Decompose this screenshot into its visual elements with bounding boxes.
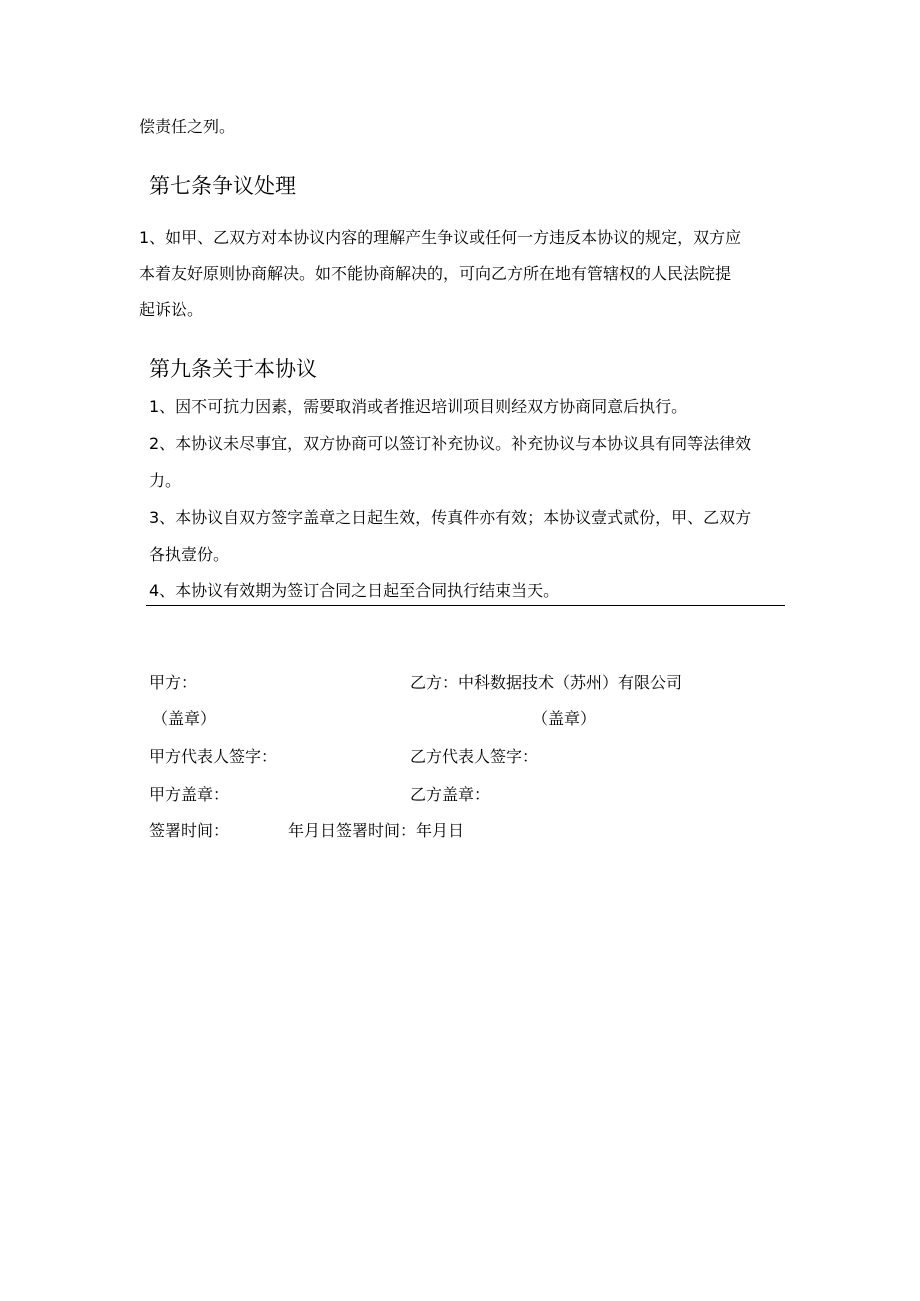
section7-para1-line3: 起诉讼。 bbox=[139, 300, 204, 319]
section9-heading: 第九条关于本协议 bbox=[149, 357, 317, 381]
continuation-text: 偿责任之列。 bbox=[139, 117, 236, 136]
section-divider bbox=[146, 605, 785, 606]
section9-item3-line1: 3、本协议自双方签字盖章之日起生效，传真件亦有效；本协议壹式贰份，甲、乙双方 bbox=[149, 508, 752, 527]
party-a-stamp: 甲方盖章： bbox=[149, 785, 230, 804]
section7-para1-line2: 本着友好原则协商解决。如不能协商解决的，可向乙方所在地有管辖权的人民法院提 bbox=[139, 264, 732, 283]
section9-item3-line2: 各执壹份。 bbox=[149, 545, 230, 564]
party-b-seal: （盖章） bbox=[532, 709, 597, 728]
section7-heading: 第七条争议处理 bbox=[149, 174, 296, 198]
date-a-label: 签署时间： bbox=[149, 821, 230, 840]
party-b-label: 乙方：中科数据技术（苏州）有限公司 bbox=[410, 673, 683, 692]
party-a-label: 甲方： bbox=[149, 673, 198, 692]
section9-item2-line1: 2、本协议未尽事宜，双方协商可以签订补充协议。补充协议与本协议具有同等法律效 bbox=[149, 434, 752, 453]
section9-item4: 4、本协议有效期为签订合同之日起至合同执行结束当天。 bbox=[149, 581, 560, 600]
party-b-rep-signature: 乙方代表人签字： bbox=[410, 747, 539, 766]
party-a-seal: （盖章） bbox=[152, 709, 217, 728]
date-b-combined: 年月日签署时间：年月日 bbox=[288, 821, 465, 840]
party-a-rep-signature: 甲方代表人签字： bbox=[149, 747, 278, 766]
section7-para1-line1: 1、如甲、乙双方对本协议内容的理解产生争议或任何一方违反本协议的规定，双方应 bbox=[139, 228, 742, 247]
party-b-stamp: 乙方盖章： bbox=[410, 785, 491, 804]
section9-item1: 1、因不可抗力因素，需要取消或者推迟培训项目则经双方协商同意后执行。 bbox=[149, 397, 688, 416]
section9-item2-line2: 力。 bbox=[149, 471, 182, 490]
